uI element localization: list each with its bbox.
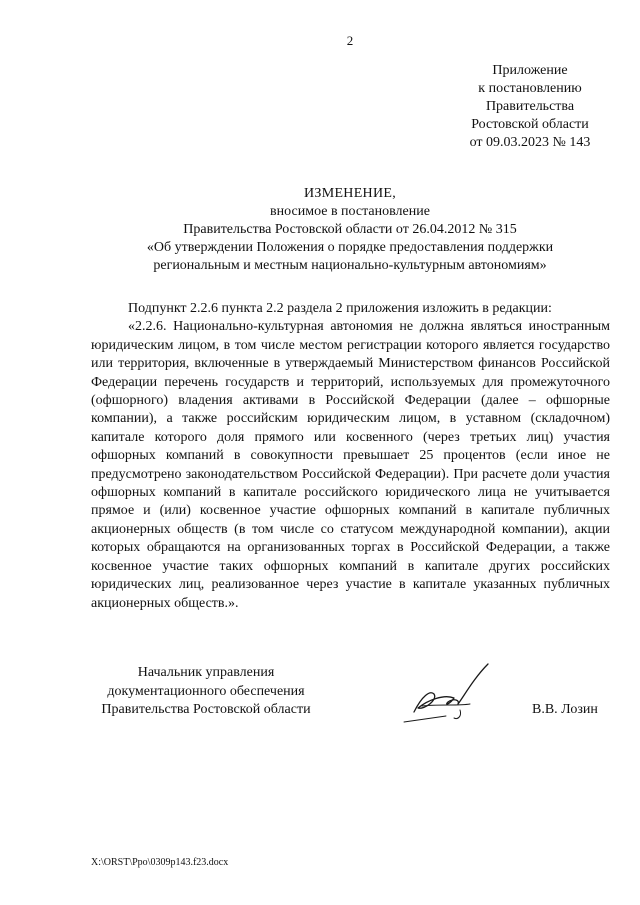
- heading-line: вносимое в постановление: [270, 204, 430, 219]
- document-body: [91, 300, 610, 613]
- appendix-line: от 09.03.2023 № 143: [469, 135, 591, 150]
- page-number: 2: [346, 33, 354, 48]
- heading-title: ИЗМЕНЕНИЕ,: [303, 186, 397, 201]
- appendix-line: Приложение: [492, 63, 568, 78]
- heading-line: региональным и местным национально-культурным автономиям»: [153, 258, 547, 273]
- signer-position-line: Правительства Ростовской области: [101, 702, 311, 717]
- appendix-line: Правительства: [485, 99, 575, 114]
- appendix-line: Ростовской области: [471, 117, 589, 132]
- signer-block: [86, 664, 326, 720]
- appendix-block: [430, 62, 630, 152]
- file-path-footer: X:\ORST\Ppo\0309p143.f23.docx: [91, 857, 229, 868]
- body-lead-paragraph: Подпункт 2.2.6 пункта 2.2 раздела 2 приложения изложить в редакции:: [128, 301, 552, 316]
- signer-position-line: документационного обеспечения: [107, 683, 305, 699]
- handwritten-signature: [400, 660, 500, 724]
- heading-line: «Об утверждении Положения о порядке предоставления поддержки: [146, 240, 554, 255]
- heading-line: Правительства Ростовской области от 26.04.2012 № 315: [183, 222, 517, 237]
- signer-position-line: Начальник управления: [137, 665, 275, 680]
- appendix-line: к постановлению: [478, 81, 582, 96]
- document-heading: [60, 185, 640, 275]
- signer-name: В.В. Лозин: [532, 702, 598, 717]
- body-quote-paragraph: «2.2.6. Национально-культурная автономия не должна являться иностранным юридическим лицом, в том числе местом регистрации которого является государство или территория, включенные в утверждаемый Министерством финансов Российской Федерации перечень государств и территорий, используемых для промежуточного (офшорного) владения активами в Российской Федерации (далее – офшорные компании), а также российским юридическим лицом, в уставном (складочном) капитале которого доля прямого или косвенного (через третьих лиц) участия офшорных компаний в совокупности превышает 25 процентов (если иное не предусмотрено законодательством Российской Федерации). При расчете доли участия офшорных компаний в капитале российского юридического лица не учитывается прямое и (или) косвенное участие офшорных компаний в капитале публичных акционерных обществ (в том числе со статусом международной компании), акции которых обращаются на организованных торгах в Российской Федерации, а также косвенное участие таких офшорных компаний в капитале других российских юридических лиц, реализованное через участие в капитале указанных публичных акционерных обществ.».: [91, 319, 610, 611]
